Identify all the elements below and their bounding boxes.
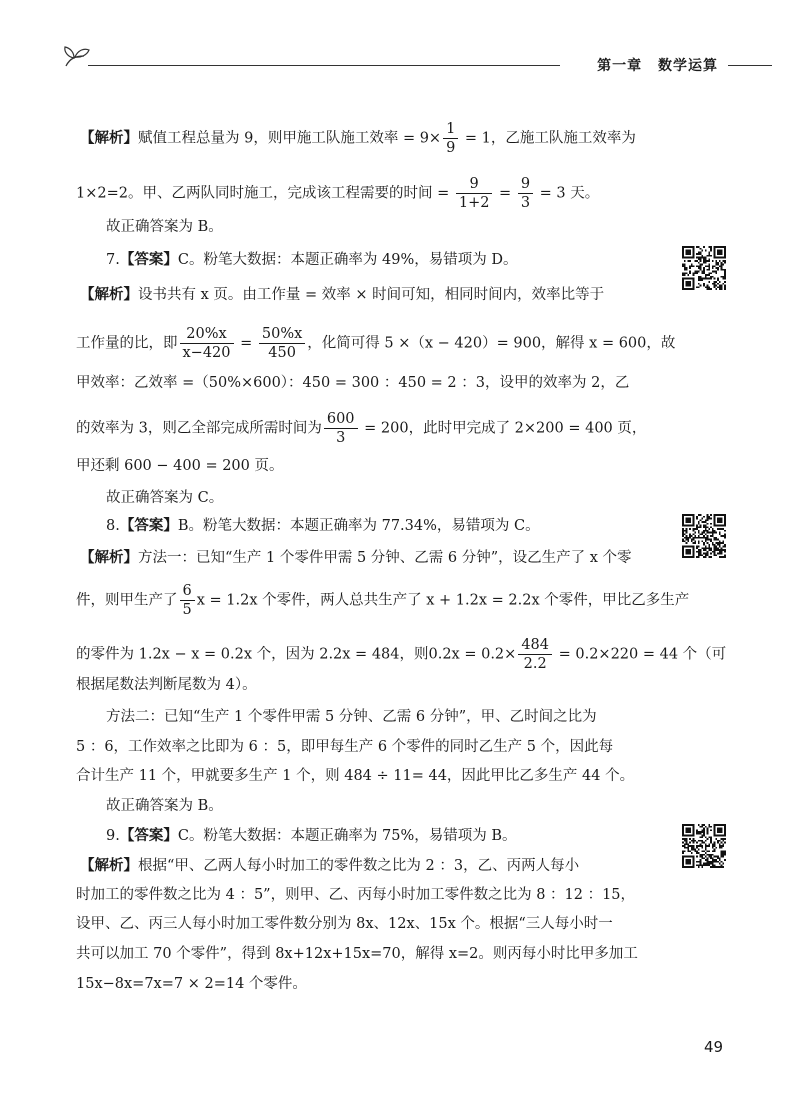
- fraction-numerator: 20%x: [180, 325, 234, 344]
- text-span: 方法一：已知“生产 1 个零件甲需 5 分钟、乙需 6 分钟”，设乙生产了 x 个零: [138, 550, 632, 566]
- fraction-denominator: 3: [520, 195, 531, 211]
- text-line: 方法二：已知“生产 1 个零件甲需 5 分钟、乙需 6 分钟”，甲、乙时间之比为: [106, 709, 597, 725]
- text-line: [80, 285, 604, 305]
- question-number: 8.: [106, 518, 120, 534]
- text-span: = 1，乙施工队施工效率为: [460, 130, 636, 147]
- text-line: 共可以加工 70 个零件”，得到 8x+12x+15x=70，解得 x=2。则丙每小时比甲多加工: [76, 946, 638, 962]
- text-span: 设书共有 x 页。由工作量 = 效率 × 时间可知，相同时间内，效率比等于: [138, 287, 605, 303]
- answer-tag: 【答案】: [119, 252, 178, 268]
- text-span: C。粉笔大数据：本题正确率为 75%，易错项为 B。: [177, 828, 517, 844]
- header-rule-left: [88, 65, 560, 66]
- chapter-label: 第一章: [597, 58, 643, 74]
- fraction-numerator: 9: [456, 175, 493, 194]
- analysis-tag: 【解析】: [80, 130, 138, 147]
- chapter-title: [597, 55, 718, 75]
- analysis-tag: 【解析】: [80, 287, 138, 303]
- text-line: 故正确答案为 B。: [106, 219, 223, 235]
- text-line: 15x−8x=7x=7 × 2=14 个零件。: [76, 976, 307, 992]
- fraction-denominator: 1+2: [458, 195, 490, 211]
- answer-line: [106, 250, 518, 270]
- page-header: [62, 44, 772, 76]
- fraction-numerator: 600: [324, 410, 358, 429]
- text-line: [76, 410, 646, 447]
- text-line: 故正确答案为 C。: [106, 490, 224, 506]
- text-line: [76, 582, 689, 619]
- fraction-denominator: 450: [268, 345, 296, 361]
- text-line: [80, 856, 579, 876]
- text-span: =: [235, 335, 257, 352]
- fraction-numerator: 9: [518, 175, 533, 194]
- text-line: 设甲、乙、丙三人每小时加工零件数分别为 8x、12x、15x 个。根据“三人每小时一: [76, 916, 613, 932]
- text-line: [76, 325, 675, 362]
- text-line: 甲效率：乙效率 =（50%×600）：450 = 300 ：450 = 2 ：3，设甲的效率为 2，乙: [76, 375, 630, 391]
- fraction: [443, 120, 458, 157]
- fraction: [518, 636, 552, 673]
- fraction: [180, 582, 195, 619]
- fraction-denominator: 2.2: [523, 656, 547, 672]
- text-line: 甲还剩 600 − 400 = 200 页。: [76, 458, 284, 474]
- text-span: 工作量的比，即: [76, 335, 178, 352]
- qr-code-icon[interactable]: [682, 824, 726, 868]
- text-span: C。粉笔大数据：本题正确率为 49%，易错项为 D。: [177, 252, 518, 268]
- answer-line: [106, 516, 540, 536]
- header-rule-right: [728, 65, 772, 66]
- qr-code-icon[interactable]: [682, 514, 726, 558]
- fraction: [324, 410, 358, 447]
- analysis-tag: 【解析】: [80, 858, 138, 874]
- text-span: =: [494, 185, 516, 202]
- text-line: 根据尾数法判断尾数为 4）。: [76, 677, 257, 693]
- fraction: [259, 325, 305, 362]
- analysis-tag: 【解析】: [80, 550, 138, 566]
- fraction: [456, 175, 493, 212]
- question-number: 7.: [106, 252, 120, 268]
- question-number: 9.: [106, 828, 120, 844]
- text-span: x = 1.2x 个零件，两人总共生产了 x + 1.2x = 2.2x 个零件，甲比乙多生产: [196, 592, 690, 609]
- text-line: 故正确答案为 B。: [106, 798, 223, 814]
- qr-code-icon[interactable]: [682, 246, 726, 290]
- text-line: [80, 120, 636, 157]
- text-span: = 0.2×220 = 44 个（可: [554, 646, 727, 663]
- fraction-denominator: 5: [182, 602, 192, 618]
- answer-line: [106, 826, 517, 846]
- text-span: = 3 天。: [535, 185, 600, 202]
- fraction: [180, 325, 234, 362]
- fraction-denominator: 9: [446, 140, 456, 156]
- answer-tag: 【答案】: [119, 518, 178, 534]
- section-label: 数学运算: [658, 58, 718, 74]
- text-span: 1×2=2。甲、乙两队同时施工，完成该工程需要的时间 =: [76, 185, 454, 202]
- fraction: [518, 175, 533, 212]
- text-line: [76, 636, 726, 673]
- fraction-numerator: 50%x: [259, 325, 305, 344]
- text-span: 的零件为 1.2x − x = 0.2x 个，因为 2.2x = 484，则0.2x = 0.2×: [76, 646, 517, 663]
- fraction-denominator: x−420: [182, 345, 231, 361]
- text-span: B。粉笔大数据：本题正确率为 77.34%，易错项为 C。: [177, 518, 540, 534]
- fraction-numerator: 1: [443, 120, 458, 139]
- fraction-denominator: 3: [336, 430, 346, 446]
- text-line: 5 ：6，工作效率之比即为 6 ：5，即甲每生产 6 个零件的同时乙生产 5 个，因此每: [76, 739, 614, 755]
- text-span: ，化简可得 5 ×（x − 420）= 900，解得 x = 600，故: [307, 335, 676, 352]
- text-span: 赋值工程总量为 9，则甲施工队施工效率 = 9×: [138, 130, 442, 147]
- answer-tag: 【答案】: [119, 828, 178, 844]
- text-line: [76, 175, 599, 212]
- text-line: 合计生产 11 个，甲就要多生产 1 个，则 484 ÷ 11= 44，因此甲比乙多生产 44 个。: [76, 768, 635, 784]
- fraction-numerator: 484: [518, 636, 552, 655]
- text-line: 时加工的零件数之比为 4 ：5”，则甲、乙、丙每小时加工零件数之比为 8 ：12 ：15，: [76, 887, 636, 903]
- text-span: 件，则甲生产了: [76, 592, 178, 609]
- text-span: 根据“甲、乙两人每小时加工的零件数之比为 2 ：3，乙、丙两人每小: [138, 858, 580, 874]
- text-span: = 200，此时甲完成了 2×200 = 400 页，: [359, 420, 647, 437]
- page-number: 49: [704, 1038, 724, 1056]
- text-span: 的效率为 3，则乙全部完成所需时间为: [76, 420, 322, 437]
- fraction-numerator: 6: [180, 582, 195, 601]
- text-line: [80, 548, 632, 568]
